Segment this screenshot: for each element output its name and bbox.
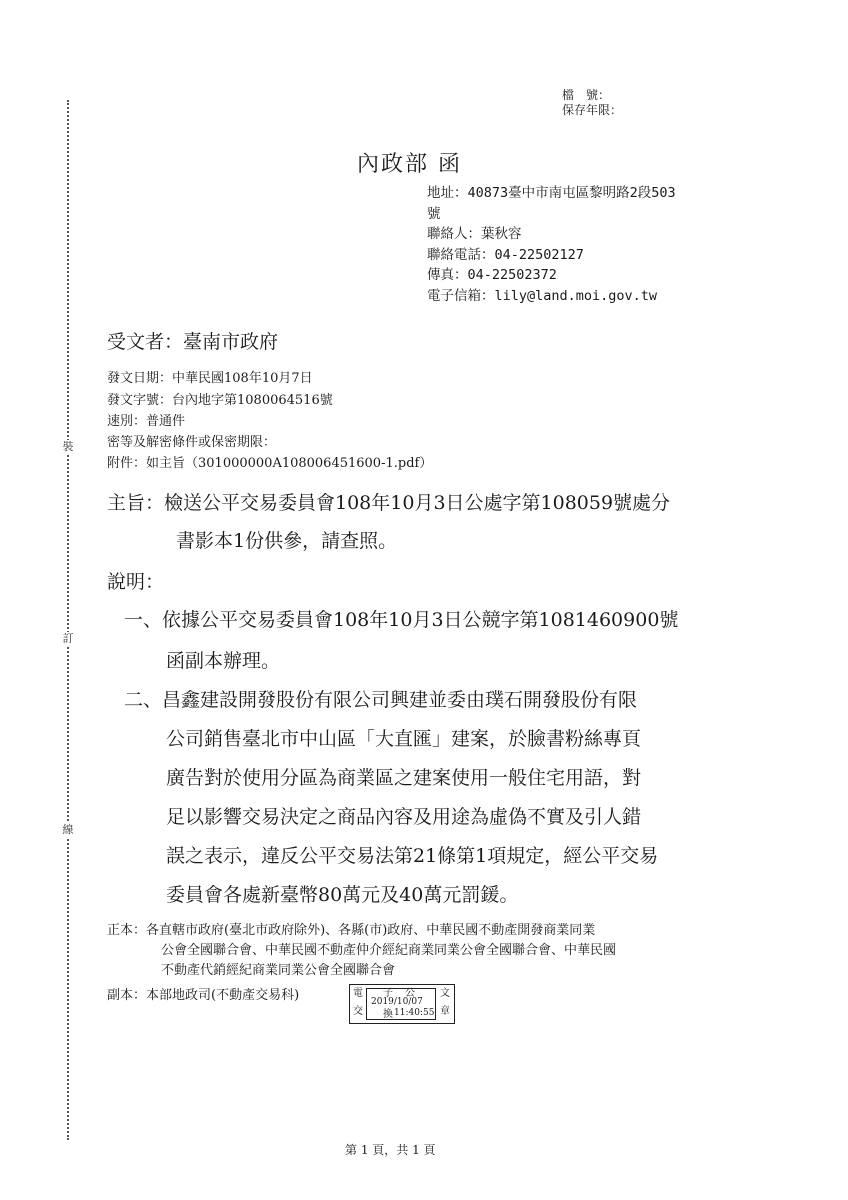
explanation-item2-line4: 足以影響交易決定之商品內容及用途為虛偽不實及引人錯 <box>166 806 642 828</box>
stamp-time: 11:40:55 <box>394 1008 435 1018</box>
distribution-main-line1: 正本：各直轄市政府(臺北市政府除外)、各縣(市)政府、中華民國不動產開發商業同業 <box>107 923 596 938</box>
stamp-char: 子 <box>383 988 393 999</box>
security-level: 密等及解密條件或保密期限： <box>107 435 277 450</box>
distribution-main-line3: 不動產代銷經紀商業同業公會全國聯合會 <box>161 963 396 978</box>
explanation-item1-line1: 一、依據公平交易委員會108年10月3日公競字第1081460900號 <box>124 609 679 631</box>
sender-address-line2: 號 <box>427 206 441 222</box>
stamp-char: 交 <box>353 1006 363 1017</box>
attachment: 附件：如主旨（301000000A108006451600-1.pdf） <box>107 456 433 471</box>
electronic-exchange-stamp <box>349 984 455 1024</box>
sender-phone: 聯絡電話：04-22502127 <box>427 247 584 263</box>
explanation-item2-line1: 二、昌鑫建設開發股份有限公司興建並委由璞石開發股份有限 <box>124 689 638 711</box>
stamp-char: 公 <box>405 988 415 999</box>
issue-date: 發文日期：中華民國108年10月7日 <box>107 371 313 386</box>
stamp-char: 換 <box>383 1009 393 1020</box>
document-number: 發文字號：台內地字第1080064516號 <box>107 393 333 408</box>
binding-mark-xian: 線 <box>60 823 76 837</box>
sender-fax: 傳真：04-22502372 <box>427 267 557 283</box>
sender-contact: 聯絡人：葉秋容 <box>427 226 522 242</box>
page-title: 內政部 函 <box>357 152 462 177</box>
binding-mark-ding: 訂 <box>60 632 76 646</box>
distribution-main-line2: 公會全國聯合會、中華民國不動產仲介經紀商業同業公會全國聯合會、中華民國 <box>161 943 617 958</box>
binding-margin-line <box>67 100 69 1140</box>
explanation-item2-line3: 廣告對於使用分區為商業區之建案使用一般住宅用語，對 <box>166 767 642 789</box>
delivery-speed: 速別：普通件 <box>107 414 186 429</box>
distribution-copy: 副本：本部地政司(不動產交易科) <box>107 988 300 1003</box>
explanation-item1-line2: 函副本辦理。 <box>166 650 281 672</box>
recipient: 受文者：臺南市政府 <box>107 331 279 353</box>
stamp-date: 2019/10/07 <box>371 997 423 1007</box>
explanation-heading: 說明： <box>107 571 165 593</box>
explanation-item2-line5: 誤之表示，違反公平交易法第21條第1項規定，經公平交易 <box>166 845 659 867</box>
page-number: 第 1 頁，共 1 頁 <box>345 1143 436 1157</box>
binding-mark-zhuang: 裝 <box>60 440 76 454</box>
stamp-char: 文 <box>440 988 450 999</box>
archive-file-number: 檔 號： <box>562 88 611 102</box>
explanation-item2-line2: 公司銷售臺北市中山區「大直匯」建案，於臉書粉絲專頁 <box>166 728 642 750</box>
sender-email: 電子信箱：lily@land.moi.gov.tw <box>427 288 658 304</box>
stamp-char: 章 <box>440 1006 450 1017</box>
sender-address-line1: 地址：40873臺中市南屯區黎明路2段503 <box>427 185 676 201</box>
explanation-item2-line6: 委員會各處新臺幣80萬元及40萬元罰鍰。 <box>166 884 519 906</box>
subject-line2: 書影本1份供參，請查照。 <box>176 530 398 552</box>
subject-line1: 主旨：檢送公平交易委員會108年10月3日公處字第108059號處分 <box>107 492 671 514</box>
stamp-char: 電 <box>353 988 363 999</box>
archive-retention: 保存年限： <box>562 103 623 117</box>
